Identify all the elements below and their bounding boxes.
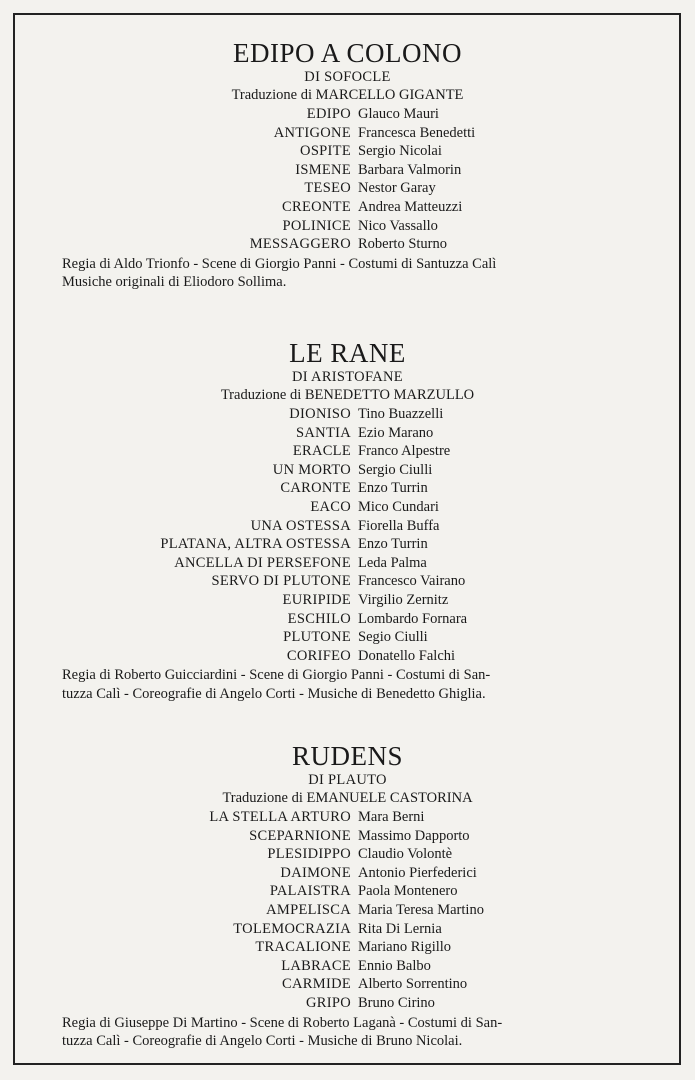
cast-row xyxy=(0,901,695,920)
actor-name: Maria Teresa Martino xyxy=(358,901,484,918)
cast-row xyxy=(0,591,695,610)
role-name: PLUTONE xyxy=(283,629,351,646)
cast-row xyxy=(0,554,695,573)
cast-list xyxy=(0,105,695,254)
credits-line: Musiche originali di Eliodoro Sollima. xyxy=(62,274,287,291)
actor-name: Tino Buazzelli xyxy=(358,406,444,422)
actor-name: Sergio Nicolai xyxy=(358,143,442,160)
play-translation: Traduzione di EMANUELE CASTORINA xyxy=(222,790,473,806)
play-author: DI PLAUTO xyxy=(308,772,387,788)
cast-row xyxy=(0,535,695,554)
role-name: EDIPO xyxy=(306,106,351,122)
role-name: UN MORTO xyxy=(272,461,351,478)
role-name: MESSAGGERO xyxy=(249,236,351,253)
role-name: EACO xyxy=(310,498,351,515)
role-name: PLESIDIPPO xyxy=(267,846,351,863)
play-title: EDIPO A COLONO xyxy=(232,38,462,68)
role-name: CARONTE xyxy=(280,480,351,497)
cast-row xyxy=(0,628,695,647)
credits-line: Regia di Roberto Guicciardini - Scene di Giorgio Panni - Costumi di San- xyxy=(62,667,491,684)
actor-name: Lombardo Fornara xyxy=(358,610,468,627)
actor-name: Franco Alpestre xyxy=(358,443,451,460)
cast-row xyxy=(0,610,695,629)
actor-name: Mara Berni xyxy=(358,809,425,825)
role-name: CARMIDE xyxy=(282,976,351,993)
cast-row xyxy=(0,920,695,939)
production-credits xyxy=(62,666,642,703)
role-name: EURIPIDE xyxy=(282,591,351,608)
cast-row xyxy=(0,498,695,517)
actor-name: Ennio Balbo xyxy=(358,957,431,974)
cast-row xyxy=(0,808,695,827)
role-name: AMPELISCA xyxy=(266,901,351,918)
cast-row xyxy=(0,938,695,957)
cast-row xyxy=(0,235,695,254)
actor-name: Glauco Mauri xyxy=(358,106,439,122)
play-author: DI ARISTOFANE xyxy=(292,369,403,385)
actor-name: Claudio Volontè xyxy=(358,846,453,863)
cast-row xyxy=(0,572,695,591)
role-name: LA STELLA ARTURO xyxy=(209,809,351,825)
cast-row xyxy=(0,994,695,1013)
play-title: LE RANE xyxy=(289,338,406,368)
role-name: CREONTE xyxy=(282,198,351,215)
role-name: ISMENE xyxy=(295,161,351,178)
actor-name: Barbara Valmorin xyxy=(358,161,462,178)
cast-row xyxy=(0,864,695,883)
actor-name: Roberto Sturno xyxy=(358,236,448,253)
cast-row xyxy=(0,461,695,480)
role-name: TOLEMOCRAZIA xyxy=(233,920,351,937)
role-name: GRIPO xyxy=(305,994,351,1011)
cast-row xyxy=(0,161,695,180)
role-name: SERVO DI PLUTONE xyxy=(211,573,351,590)
role-name: TESEO xyxy=(304,180,351,197)
actor-name: Andrea Matteuzzi xyxy=(358,198,463,215)
actor-name: Alberto Sorrentino xyxy=(358,976,468,993)
role-name: SANTIA xyxy=(296,424,351,441)
cast-row xyxy=(0,827,695,846)
actor-name: Bruno Cirino xyxy=(358,994,435,1011)
cast-row xyxy=(0,975,695,994)
actor-name: Donatello Falchi xyxy=(358,647,456,664)
actor-name: Sergio Ciulli xyxy=(358,461,433,478)
actor-name: Enzo Turrin xyxy=(358,536,428,553)
actor-name: Enzo Turrin xyxy=(358,480,428,497)
actor-name: Leda Palma xyxy=(358,554,427,571)
role-name: ESCHILO xyxy=(287,610,351,627)
cast-row xyxy=(0,845,695,864)
role-name: ANTIGONE xyxy=(273,124,351,141)
role-name: DAIMONE xyxy=(280,864,351,881)
credits-line: Regia di Giuseppe Di Martino - Scene di Roberto Laganà - Costumi di San- xyxy=(62,1014,503,1031)
actor-name: Antonio Pierfederici xyxy=(358,864,477,881)
cast-row xyxy=(0,479,695,498)
role-name: PALAISTRA xyxy=(269,883,351,900)
cast-row xyxy=(0,647,695,666)
cast-row xyxy=(0,405,695,424)
role-name: ERACLE xyxy=(292,443,351,460)
cast-row xyxy=(0,424,695,443)
credits-line: Regia di Aldo Trionfo - Scene di Giorgio Panni - Costumi di Santuzza Calì xyxy=(62,255,497,272)
cast-list xyxy=(0,808,695,1013)
role-name: SCEPARNIONE xyxy=(249,827,351,844)
actor-name: Mico Cundari xyxy=(358,498,439,515)
actor-name: Ezio Marano xyxy=(358,424,434,441)
play-translation: Traduzione di MARCELLO GIGANTE xyxy=(231,87,464,103)
cast-row xyxy=(0,105,695,124)
actor-name: Virgilio Zernitz xyxy=(358,591,449,608)
cast-row xyxy=(0,442,695,461)
cast-row xyxy=(0,142,695,161)
play-author: DI SOFOCLE xyxy=(304,69,391,85)
actor-name: Massimo Dapporto xyxy=(358,827,470,844)
cast-row xyxy=(0,217,695,236)
credits-line: tuzza Calì - Coreografie di Angelo Corti - Musiche di Bruno Nicolai. xyxy=(62,1033,463,1050)
credits-line: tuzza Calì - Coreografie di Angelo Corti - Musiche di Benedetto Ghiglia. xyxy=(62,685,486,702)
cast-row xyxy=(0,882,695,901)
actor-name: Rita Di Lernia xyxy=(358,920,442,937)
actor-name: Segio Ciulli xyxy=(358,629,428,646)
play-le-rane xyxy=(0,338,695,703)
play-title: RUDENS xyxy=(291,741,403,771)
role-name: TRACALIONE xyxy=(255,939,351,956)
role-name: POLINICE xyxy=(282,217,351,234)
actor-name: Mariano Rigillo xyxy=(358,939,452,956)
cast-list xyxy=(0,405,695,665)
play-edipo-a-colono xyxy=(0,38,695,292)
actor-name: Paola Montenero xyxy=(358,883,458,900)
cast-row xyxy=(0,124,695,143)
play-translation: Traduzione di BENEDETTO MARZULLO xyxy=(220,387,475,403)
role-name: PLATANA, ALTRA OSTESSA xyxy=(160,536,351,553)
role-name: ANCELLA DI PERSEFONE xyxy=(174,554,351,571)
cast-row xyxy=(0,179,695,198)
actor-name: Nico Vassallo xyxy=(358,217,438,234)
actor-name: Francesca Benedetti xyxy=(358,124,476,141)
role-name: CORIFEO xyxy=(286,647,351,664)
cast-row xyxy=(0,517,695,536)
actor-name: Nestor Garay xyxy=(358,180,436,197)
cast-row xyxy=(0,957,695,976)
cast-row xyxy=(0,198,695,217)
actor-name: Francesco Vairano xyxy=(358,573,466,590)
role-name: UNA OSTESSA xyxy=(250,517,351,534)
actor-name: Fiorella Buffa xyxy=(358,517,440,534)
role-name: LABRACE xyxy=(281,957,351,974)
role-name: OSPITE xyxy=(300,143,351,160)
play-rudens xyxy=(0,741,695,1051)
production-credits xyxy=(62,255,642,292)
production-credits xyxy=(62,1014,642,1051)
role-name: DIONISO xyxy=(289,406,351,422)
